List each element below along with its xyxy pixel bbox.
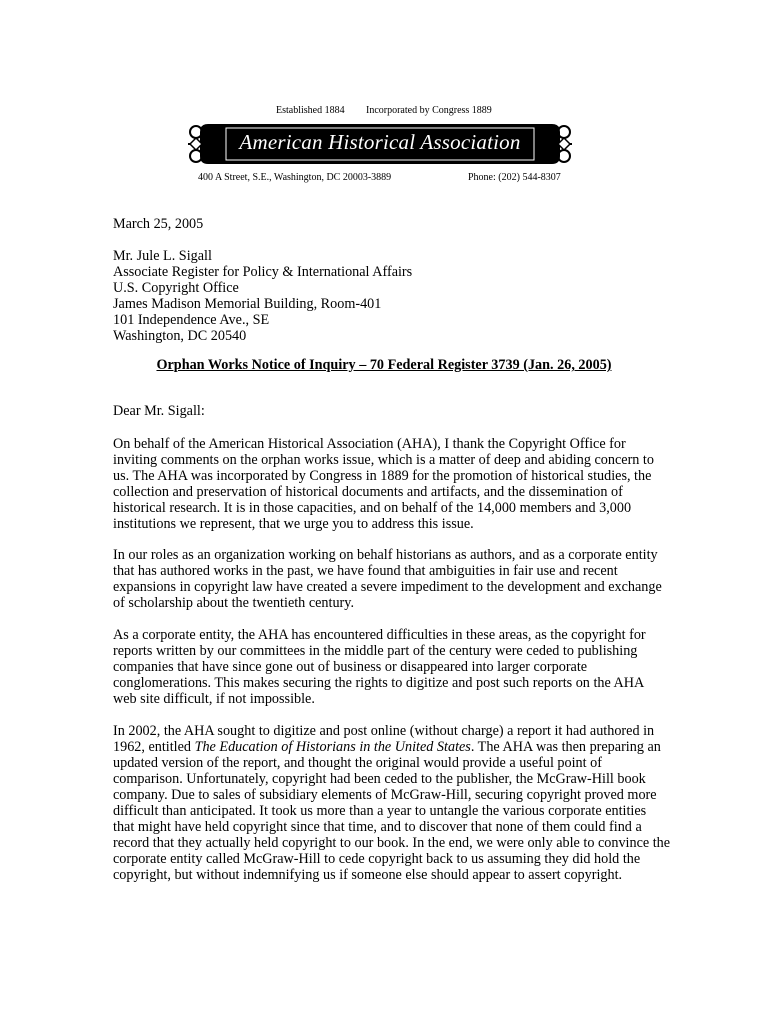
salutation: Dear Mr. Sigall: (113, 403, 205, 419)
body-line: that might have held copyright since that time, and to discover that none of them could find a (113, 819, 642, 835)
body-text: 1962, entitled (113, 739, 195, 755)
incorporated-note: Incorporated by Congress 1889 (366, 105, 492, 116)
body-line: conglomerations. This makes securing the rights to digitize and post such reports on the AHA (113, 675, 645, 691)
body-line: companies that have since gone out of business or disappeared into larger corporate (113, 659, 588, 675)
body-text: . The AHA was then preparing an (470, 739, 661, 755)
letterhead-address: 400 A Street, S.E., Washington, DC 20003-3889 (198, 172, 392, 183)
body-line: corporate entity called McGraw-Hill to cede copyright back to us assuming they did hold the (113, 851, 641, 867)
body-line: company. Due to sales of subsidiary elements of McGraw-Hill, securing copyright proved more (113, 787, 657, 803)
letterhead-phone: Phone: (202) 544-8307 (468, 172, 561, 183)
body-line: collection and preservation of historical documents and artifacts, and the dissemination of (113, 484, 623, 500)
subject-heading: Orphan Works Notice of Inquiry – 70 Federal Register 3739 (Jan. 26, 2005) (156, 357, 612, 373)
recipient-line: James Madison Memorial Building, Room-401 (113, 296, 382, 312)
body-line: web site difficult, if not impossible. (113, 691, 315, 707)
body-line: of scholarship about the twentieth century. (113, 595, 354, 611)
recipient-line: Mr. Jule L. Sigall (113, 248, 212, 264)
recipient-line: Washington, DC 20540 (113, 328, 247, 344)
body-line: expansions in copyright law have created a severe impediment to the development and exchange (113, 579, 662, 595)
established-note: Established 1884 (276, 105, 345, 116)
letter-date: March 25, 2005 (113, 216, 204, 232)
body-line: inviting comments on the orphan works issue, which is a matter of deep and abiding concern to (113, 452, 654, 468)
body-line: institutions we represent, that we urge you to address this issue. (113, 516, 474, 532)
body-line: reports written by our committees in the middle part of the century were ceded to publishing (113, 643, 638, 659)
body-line: copyright, but without indemnifying us if someone else should appear to assert copyright. (113, 867, 623, 883)
letterhead-banner (186, 120, 574, 168)
recipient-line: Associate Register for Policy & International Affairs (113, 264, 413, 280)
body-line: us. The AHA was incorporated by Congress in 1889 for the promotion of historical studies, the (113, 468, 652, 484)
body-line: historical research. It is in those capacities, and on behalf of the 14,000 members and 3,000 (113, 500, 632, 516)
body-line: that has authored works in the past, we have found that ambiguities in fair use and recent (113, 563, 618, 579)
body-line: comparison. Unfortunately, copyright had been ceded to the publisher, the McGraw-Hill book (113, 771, 646, 787)
body-line: record that they actually held copyright to our book. In the end, we were only able to convince the (113, 835, 671, 851)
organization-name: American Historical Association (239, 130, 521, 154)
recipient-line: 101 Independence Ave., SE (113, 312, 270, 328)
body-line: In 2002, the AHA sought to digitize and post online (without charge) a report it had authored in (113, 723, 655, 739)
body-line: updated version of the report, and thought the original would provide a useful point of (113, 755, 602, 771)
body-line: In our roles as an organization working on behalf historians as authors, and as a corporate entity (113, 547, 658, 563)
recipient-line: U.S. Copyright Office (113, 280, 239, 296)
body-line (113, 739, 661, 755)
body-line: As a corporate entity, the AHA has encountered difficulties in these areas, as the copyright for (113, 627, 646, 643)
body-line: difficult than anticipated. It took us more than a year to untangle the various corporate entities (113, 803, 647, 819)
report-title: The Education of Historians in the United States (194, 739, 471, 755)
body-line: On behalf of the American Historical Association (AHA), I thank the Copyright Office for (113, 436, 626, 452)
